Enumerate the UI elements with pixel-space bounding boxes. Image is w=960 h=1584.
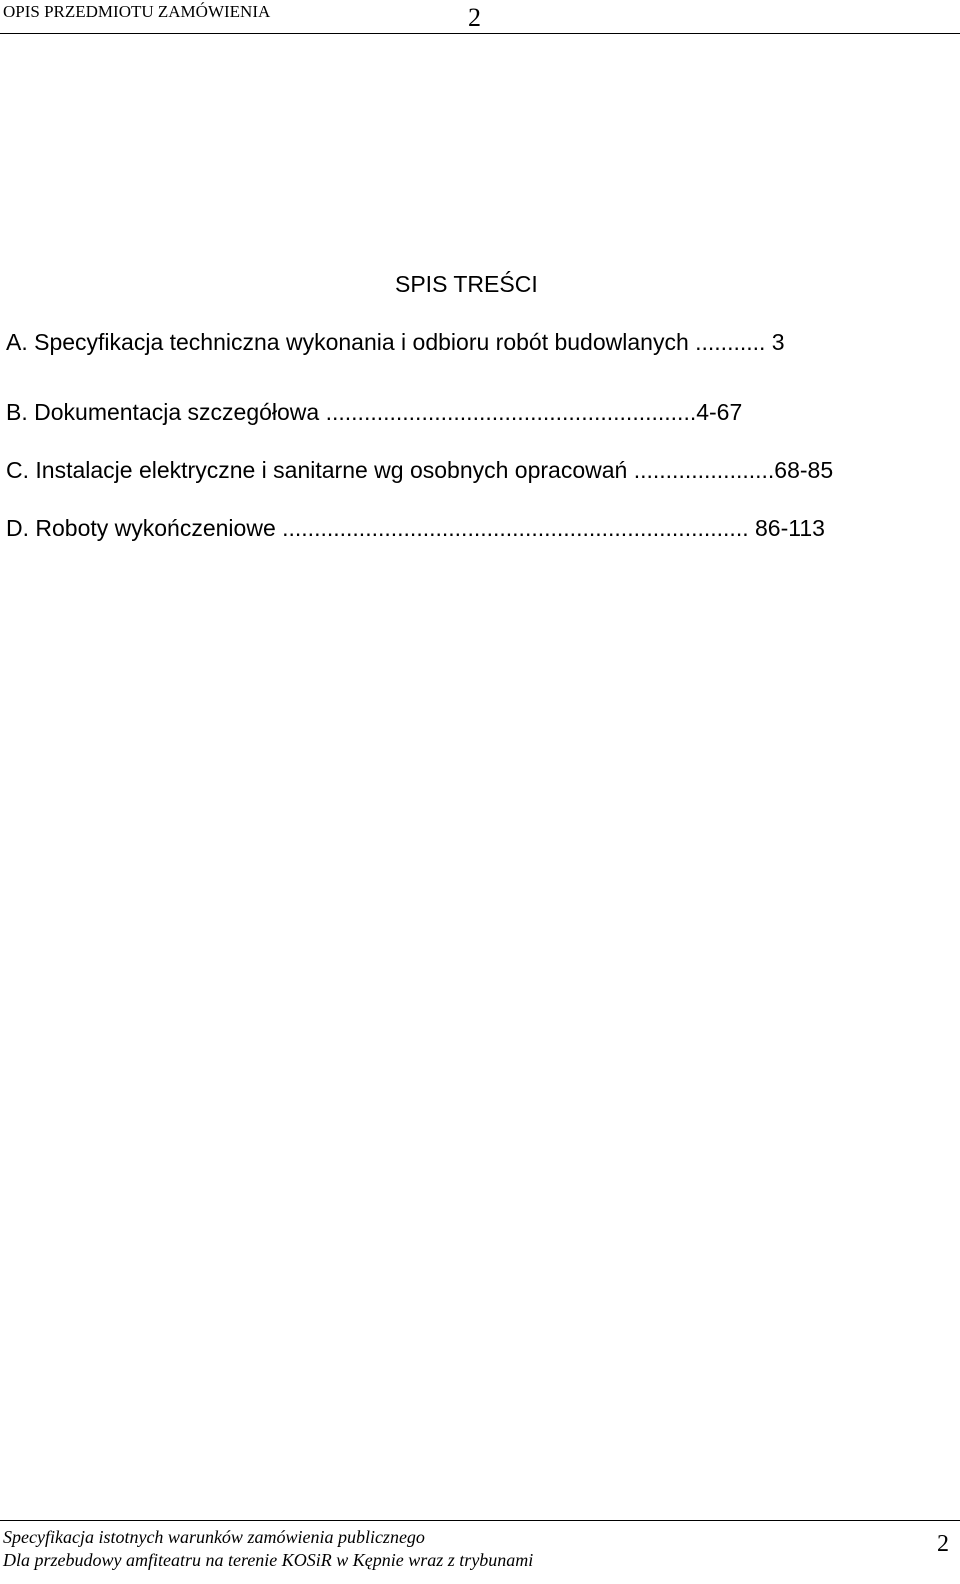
toc-entry-c[interactable]: C. Instalacje elektryczne i sanitarne wg osobnych opracowań ......................68-85 [6, 457, 834, 483]
header-title: OPIS PRZEDMIOTU ZAMÓWIENIA [3, 2, 271, 21]
footer-divider [0, 1520, 960, 1521]
header-divider [0, 33, 960, 34]
footer-line-1: Specyfikacja istotnych warunków zamówienia publicznego [3, 1527, 425, 1547]
toc-entry-a[interactable]: A. Specyfikacja techniczna wykonania i odbioru robót budowlanych ........... 3 [6, 329, 785, 355]
header-page-number: 2 [468, 3, 481, 32]
toc-entry-b[interactable]: B. Dokumentacja szczegółowa ..........................................................4-67 [6, 399, 743, 425]
toc-entry-d[interactable]: D. Roboty wykończeniowe ......................................................................... 86-113 [6, 515, 825, 541]
footer-line-2: Dla przebudowy amfiteatru na terenie KOSiR w Kępnie wraz z trybunami [3, 1550, 534, 1570]
toc-title: SPIS TREŚCI [395, 271, 538, 297]
footer-page-number: 2 [937, 1531, 949, 1557]
